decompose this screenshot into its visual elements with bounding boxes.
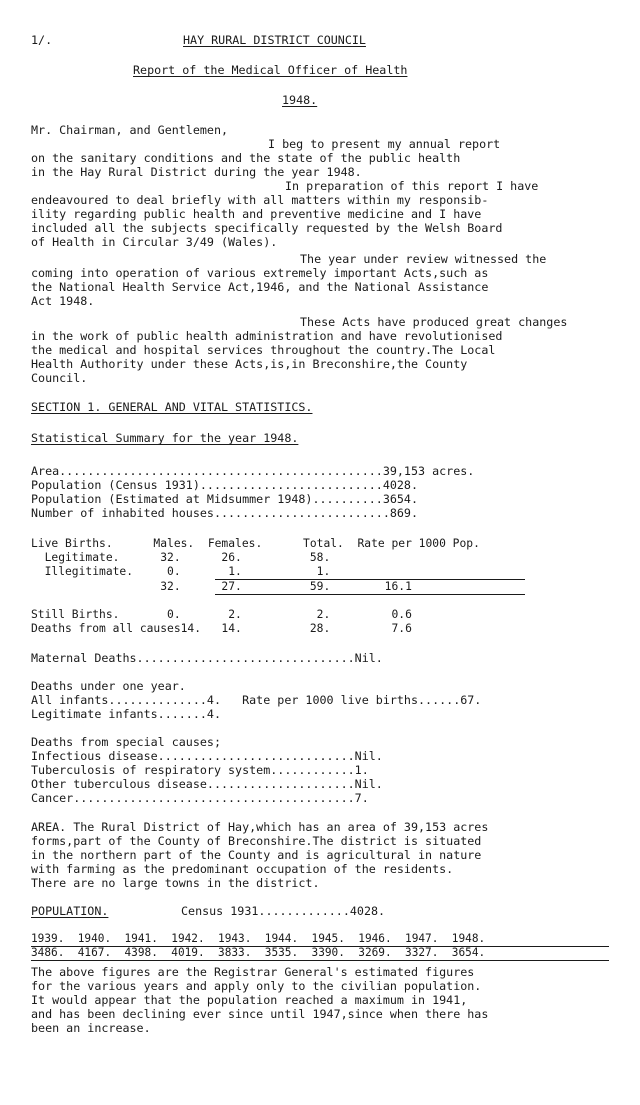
population-note: The above figures are the Registrar General's estimated figures — [31, 965, 475, 979]
intro-p2-line: included all the subjects specifically requested by the Welsh Board — [31, 221, 503, 235]
salutation: Mr. Chairman, and Gentlemen, — [31, 123, 229, 137]
population-rule — [31, 960, 609, 961]
still-births-row: Still Births. 0. 2. 2. 0.6 — [31, 608, 412, 621]
infant-line: All infants..............4. Rate per 1000 live births......67. — [31, 693, 482, 707]
births-row: Illegitimate. 0. 1. 1. — [31, 565, 331, 578]
infant-line: Deaths under one year. — [31, 679, 186, 693]
summary-line: Population (Census 1931)..........................4028. — [31, 478, 419, 492]
special-line: Tuberculosis of respiratory system............1. — [31, 763, 369, 777]
intro-p1-line: I beg to present my annual report — [268, 137, 501, 151]
population-note: for the various years and apply only to the civilian population. — [31, 979, 482, 993]
summary-line: Area..............................................39,153 acres. — [31, 464, 475, 478]
population-note: It would appear that the population reached a maximum in 1941, — [31, 993, 468, 1007]
special-line: Infectious disease............................Nil. — [31, 749, 383, 763]
summary-title: Statistical Summary for the year 1948. — [31, 431, 299, 445]
intro-p2-line: of Health in Circular 3/49 (Wales). — [31, 235, 278, 249]
births-header: Live Births. Males. Females. Total. Rate per 1000 Pop. — [31, 537, 480, 550]
births-row: Legitimate. 32. 26. 58. — [31, 551, 331, 564]
area-line: in the northern part of the County and is agricultural in nature — [31, 848, 482, 862]
intro-p4-line: the medical and hospital services throughout the country.The Local — [31, 343, 496, 357]
page-number: 1/. — [31, 33, 53, 47]
intro-p2-line: ility regarding public health and preventive medicine and I have — [31, 207, 482, 221]
population-note: and has been declining ever since until 1947,since when there has — [31, 1007, 489, 1021]
population-values: 3486. 4167. 4398. 4019. 3833. 3535. 3390. 3269. 3327. 3654. — [31, 946, 486, 959]
intro-p2-line: In preparation of this report I have — [285, 179, 539, 193]
infant-line: Legitimate infants.......4. — [31, 707, 221, 721]
special-line: Other tuberculous disease.....................Nil. — [31, 777, 383, 791]
births-total-row: 32. 27. 59. 16.1 — [31, 580, 412, 593]
area-line: forms,part of the County of Breconshire.The district is situated — [31, 834, 482, 848]
area-line: There are no large towns in the district. — [31, 876, 320, 890]
area-line: with farming as the predominant occupation of the residents. — [31, 862, 454, 876]
council-name: HAY RURAL DISTRICT COUNCIL — [183, 33, 366, 47]
intro-p3-line: the National Health Service Act,1946, and the National Assistance — [31, 280, 489, 294]
intro-p4-line: Health Authority under these Acts,is,in Breconshire,the County — [31, 357, 468, 371]
special-line: Deaths from special causes; — [31, 735, 221, 749]
population-note: been an increase. — [31, 1021, 151, 1035]
intro-p1-line: on the sanitary conditions and the state of the public health — [31, 151, 461, 165]
population-census: Census 1931.............4028. — [181, 904, 386, 918]
deaths-row: Deaths from all causes14. 14. 28. 7.6 — [31, 622, 412, 635]
intro-p4-line: Council. — [31, 371, 88, 385]
total-rule — [215, 594, 525, 595]
area-line: AREA. The Rural District of Hay,which has an area of 39,153 acres — [31, 820, 489, 834]
population-heading: POPULATION. — [31, 904, 109, 918]
report-title: Report of the Medical Officer of Health — [133, 63, 408, 77]
intro-p1-line: in the Hay Rural District during the year 1948. — [31, 165, 362, 179]
section-title: SECTION 1. GENERAL AND VITAL STATISTICS. — [31, 400, 313, 414]
summary-line: Number of inhabited houses.........................869. — [31, 506, 419, 520]
intro-p4-line: These Acts have produced great changes — [300, 315, 568, 329]
report-year: 1948. — [282, 93, 318, 107]
intro-p3-line: Act 1948. — [31, 294, 95, 308]
summary-line: Population (Estimated at Midsummer 1948)..........3654. — [31, 492, 419, 506]
maternal-deaths: Maternal Deaths...............................Nil. — [31, 651, 383, 665]
special-line: Cancer........................................7. — [31, 791, 369, 805]
intro-p3-line: The year under review witnessed the — [300, 252, 547, 266]
intro-p2-line: endeavoured to deal briefly with all matters within my responsib- — [31, 193, 489, 207]
population-years: 1939. 1940. 1941. 1942. 1943. 1944. 1945. 1946. 1947. 1948. — [31, 932, 486, 945]
intro-p4-line: in the work of public health administration and have revolutionised — [31, 329, 503, 343]
intro-p3-line: coming into operation of various extremely important Acts,such as — [31, 266, 489, 280]
